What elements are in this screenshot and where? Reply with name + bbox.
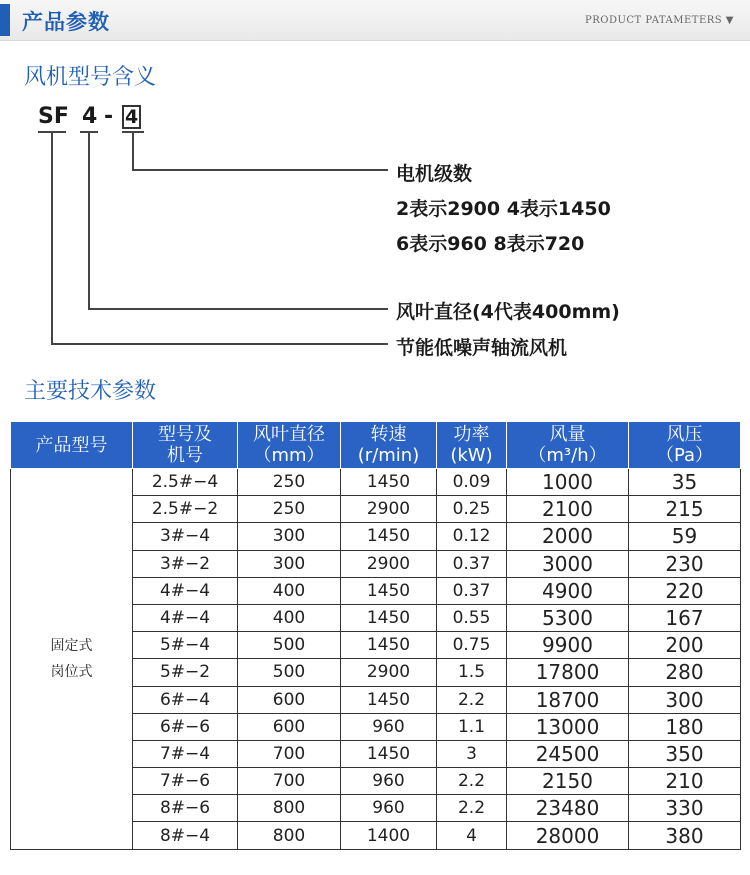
cell-power: 1.5 xyxy=(437,659,507,686)
cell-diameter: 500 xyxy=(238,659,341,686)
cell-airflow: 4900 xyxy=(507,577,629,604)
cell-speed: 2900 xyxy=(341,550,437,577)
cell-diameter: 800 xyxy=(238,822,341,849)
header-model-line1: 型号及 xyxy=(158,424,212,445)
cell-diameter: 600 xyxy=(238,686,341,713)
header-diameter-line2: （mm） xyxy=(253,445,325,466)
header-model-line2: 机号 xyxy=(167,445,203,466)
legend-motor-title: 电机级数 xyxy=(396,163,473,185)
cell-power: 0.37 xyxy=(437,577,507,604)
table-row xyxy=(11,469,741,496)
cell-pressure: 380 xyxy=(629,822,741,849)
cell-model: 8#−6 xyxy=(133,795,238,822)
cell-pressure: 215 xyxy=(629,496,741,523)
cell-pressure: 35 xyxy=(629,469,741,496)
cell-speed: 1450 xyxy=(341,686,437,713)
model-meaning-title: 风机型号含义 xyxy=(24,65,157,90)
cell-airflow: 3000 xyxy=(507,550,629,577)
cell-airflow: 17800 xyxy=(507,659,629,686)
cell-diameter: 700 xyxy=(238,768,341,795)
cell-power: 0.25 xyxy=(437,496,507,523)
connector-motor-horizontal xyxy=(132,169,388,171)
cell-model: 7#−6 xyxy=(133,768,238,795)
product-type-line1: 固定式 xyxy=(50,637,93,654)
cell-model: 2.5#−4 xyxy=(133,469,238,496)
cell-pressure: 167 xyxy=(629,604,741,631)
header-model xyxy=(133,422,238,469)
cell-airflow: 28000 xyxy=(507,822,629,849)
cell-speed: 1450 xyxy=(341,632,437,659)
cell-speed: 1450 xyxy=(341,469,437,496)
header-speed xyxy=(341,422,437,469)
spec-table-body xyxy=(11,469,741,850)
cell-power: 2.2 xyxy=(437,686,507,713)
cell-airflow: 24500 xyxy=(507,740,629,767)
cell-speed: 960 xyxy=(341,713,437,740)
product-type-cell xyxy=(11,469,133,850)
cell-speed: 960 xyxy=(341,795,437,822)
header-pressure-line2: （Pa） xyxy=(655,445,714,466)
cell-pressure: 300 xyxy=(629,686,741,713)
code-part-motor-boxed: 4 xyxy=(122,105,141,129)
cell-airflow: 1000 xyxy=(507,469,629,496)
cell-power: 3 xyxy=(437,740,507,767)
cell-airflow: 18700 xyxy=(507,686,629,713)
cell-model: 5#−4 xyxy=(133,632,238,659)
cell-pressure: 220 xyxy=(629,577,741,604)
cell-speed: 2900 xyxy=(341,496,437,523)
header-speed-line2: (r/min) xyxy=(357,445,420,466)
code-dash: - xyxy=(104,104,114,129)
legend-motor-line2: 6表示960 8表示720 xyxy=(396,233,585,255)
cell-power: 0.09 xyxy=(437,469,507,496)
connector-series-horizontal xyxy=(51,343,388,345)
cell-pressure: 59 xyxy=(629,523,741,550)
legend-series: 节能低噪声轴流风机 xyxy=(396,337,568,359)
cell-diameter: 300 xyxy=(238,523,341,550)
code-part-diameter: 4 xyxy=(82,104,98,129)
cell-airflow: 23480 xyxy=(507,795,629,822)
cell-airflow: 2000 xyxy=(507,523,629,550)
header-power xyxy=(437,422,507,469)
cell-diameter: 500 xyxy=(238,632,341,659)
cell-airflow: 5300 xyxy=(507,604,629,631)
legend-diameter: 风叶直径(4代表400mm) xyxy=(396,301,620,323)
cell-model: 6#−6 xyxy=(133,713,238,740)
header-power-line1: 功率 xyxy=(453,424,490,445)
cell-diameter: 600 xyxy=(238,713,341,740)
cell-pressure: 350 xyxy=(629,740,741,767)
cell-model: 4#−4 xyxy=(133,577,238,604)
cell-speed: 2900 xyxy=(341,659,437,686)
cell-pressure: 200 xyxy=(629,632,741,659)
cell-model: 3#−2 xyxy=(133,550,238,577)
cell-diameter: 700 xyxy=(238,740,341,767)
header-power-line2: (kW) xyxy=(450,445,493,466)
cell-model: 4#−4 xyxy=(133,604,238,631)
cell-diameter: 400 xyxy=(238,577,341,604)
cell-model: 6#−4 xyxy=(133,686,238,713)
header-pressure xyxy=(629,422,741,469)
cell-pressure: 180 xyxy=(629,713,741,740)
legend-motor-line1: 2表示2900 4表示1450 xyxy=(396,198,611,220)
table-header-row xyxy=(11,422,741,469)
cell-diameter: 250 xyxy=(238,496,341,523)
connector-motor-vertical xyxy=(132,133,134,171)
header-airflow-line2: （m³/h） xyxy=(528,445,607,466)
cell-model: 3#−4 xyxy=(133,523,238,550)
cell-airflow: 13000 xyxy=(507,713,629,740)
cell-power: 2.2 xyxy=(437,768,507,795)
header-speed-line1: 转速 xyxy=(370,424,407,445)
tech-params-title: 主要技术参数 xyxy=(24,379,157,404)
header-pressure-line1: 风压 xyxy=(666,424,703,445)
cell-diameter: 300 xyxy=(238,550,341,577)
cell-airflow: 2100 xyxy=(507,496,629,523)
header-type-label: 产品型号 xyxy=(35,434,108,456)
connector-series-vertical xyxy=(51,133,53,345)
cell-model: 8#−4 xyxy=(133,822,238,849)
connector-diameter-vertical xyxy=(88,133,90,310)
page-title: 产品参数 xyxy=(22,10,110,34)
cell-power: 0.55 xyxy=(437,604,507,631)
cell-model: 7#−4 xyxy=(133,740,238,767)
cell-power: 0.12 xyxy=(437,523,507,550)
cell-speed: 1450 xyxy=(341,523,437,550)
connector-diameter-horizontal xyxy=(88,308,388,310)
page-subtitle: PRODUCT PATAMETERS ▼ xyxy=(585,15,734,26)
cell-power: 0.37 xyxy=(437,550,507,577)
spec-table xyxy=(10,421,741,850)
cell-speed: 1450 xyxy=(341,604,437,631)
cell-diameter: 250 xyxy=(238,469,341,496)
cell-pressure: 210 xyxy=(629,768,741,795)
cell-speed: 960 xyxy=(341,768,437,795)
cell-pressure: 330 xyxy=(629,795,741,822)
section-header xyxy=(0,0,750,41)
cell-speed: 1400 xyxy=(341,822,437,849)
cell-power: 0.75 xyxy=(437,632,507,659)
code-part-sf: SF xyxy=(38,104,69,129)
cell-pressure: 230 xyxy=(629,550,741,577)
cell-power: 2.2 xyxy=(437,795,507,822)
header-diameter xyxy=(238,422,341,469)
header-airflow xyxy=(507,422,629,469)
cell-airflow: 2150 xyxy=(507,768,629,795)
cell-pressure: 280 xyxy=(629,659,741,686)
header-diameter-line1: 风叶直径 xyxy=(253,424,325,445)
cell-diameter: 400 xyxy=(238,604,341,631)
cell-model: 2.5#−2 xyxy=(133,496,238,523)
product-type-line2: 岗位式 xyxy=(50,663,93,680)
cell-speed: 1450 xyxy=(341,740,437,767)
cell-power: 4 xyxy=(437,822,507,849)
cell-diameter: 800 xyxy=(238,795,341,822)
header-type xyxy=(11,422,133,469)
cell-airflow: 9900 xyxy=(507,632,629,659)
cell-power: 1.1 xyxy=(437,713,507,740)
cell-speed: 1450 xyxy=(341,577,437,604)
cell-model: 5#−2 xyxy=(133,659,238,686)
header-accent-bar xyxy=(0,4,10,36)
header-airflow-line1: 风量 xyxy=(549,424,586,445)
